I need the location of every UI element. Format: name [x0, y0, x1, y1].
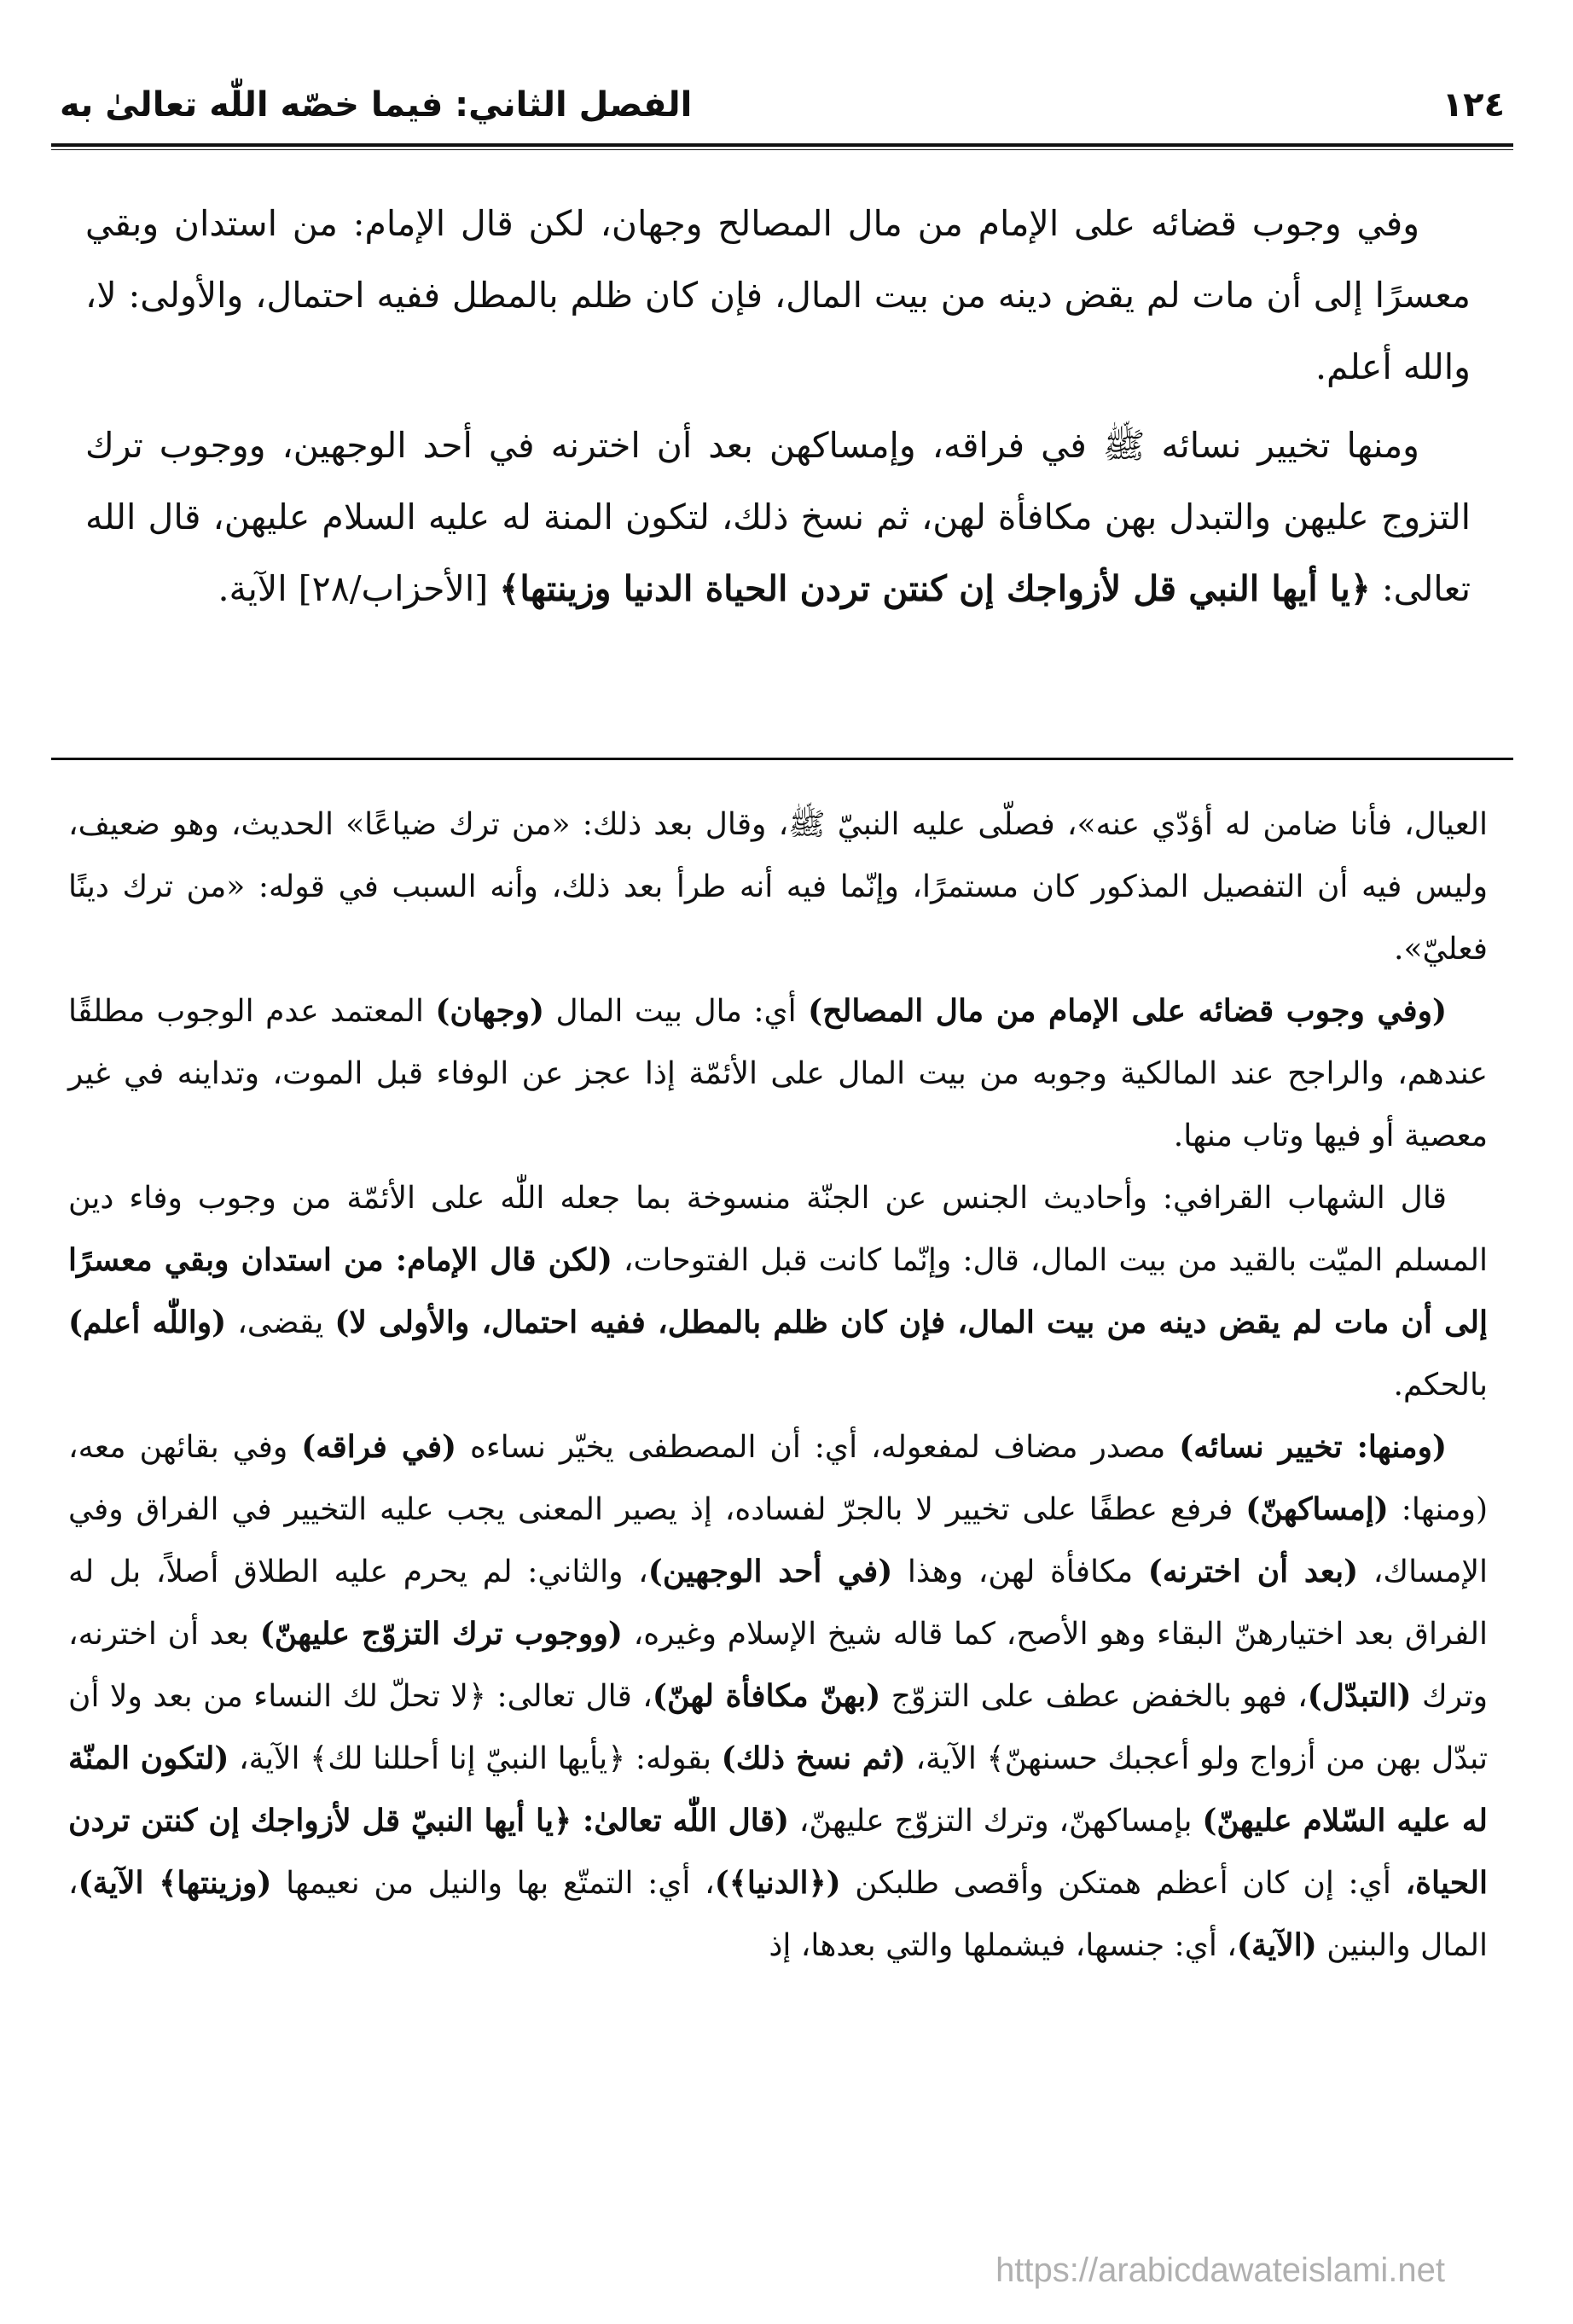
quran-verse: ﴿يا أيها النبي قل لأزواجك إن كنتن تردن الحياة الدنيا وزينتها﴾: [499, 568, 1371, 609]
matn-quote: (في فراقه): [301, 1429, 457, 1465]
commentary-paragraph-1: العيال، فأنا ضامن له أؤدّي عنه»، فصلّى عليه النبيّ ﷺ، وقال بعد ذلك: «من ترك ضياعًا» الحديث، وهو ضعيف، وليس فيه أن التفصيل المذكور كان مستمرًا، وإنّما فيه أنه طرأ بعد ذلك، وأنه السبب في قوله: «من ترك دينًا فعليّ».: [68, 807, 1488, 967]
matn-quote: (ومنها: تخيير نسائه): [1179, 1429, 1447, 1465]
matn-quote: (إمساكهنّ): [1245, 1491, 1389, 1527]
matn-quote: (التبدّل): [1307, 1678, 1412, 1714]
matn-quote: (وجهان): [435, 993, 545, 1029]
matn-quote: (بهنّ مكافأة لهنّ): [652, 1678, 881, 1714]
commentary-text: بإمساكهنّ، وترك التزوّج عليهنّ،: [789, 1804, 1203, 1839]
matn-quote: (واللّٰه أعلم): [68, 1304, 227, 1340]
commentary-text: بالحكم.: [1393, 1368, 1488, 1403]
main-text: [85, 188, 1471, 625]
chapter-title: الفصل الثاني: فيما خصّه اللّٰه تعالىٰ به: [60, 85, 693, 125]
matn-quote: (ثم نسخ ذلك): [721, 1740, 906, 1776]
matn-quote: (لكن قال الإمام: من استدان وبقي معسرًا إلى أن مات لم يقض دينه من بيت المال، فإن كان ظلم بالمطل، ففيه احتمال، والأولى لا): [68, 1242, 1488, 1340]
page-header: [60, 75, 1505, 135]
commentary-text: المعتمد عدم الوجوب مطلقًا عندهم، والراجح عند المالكية وجوبه من بيت المال على الأئمّة إذا عجز عن الوفاء قبل الموت، وتداينه في غير معصية أو فيها وتاب منها.: [68, 994, 1488, 1153]
matn-quote: (وفي وجوب قضائه على الإمام من مال المصالح): [808, 993, 1447, 1029]
commentary-text: ، فهو بالخفض عطف على التزوّج: [880, 1679, 1308, 1714]
verse-reference: [الأحزاب/٢٨] الآية.: [218, 568, 500, 609]
commentary-text: ، والثاني: لم يحرم عليه الطلاق أصلاً، بل له الفراق بعد اختيارهنّ البقاء وهو الأصح، كما قاله شيخ الإسلام وغيره،: [68, 1554, 1489, 1652]
commentary-text: بقوله: ﴿يأيها النبيّ إنا أحللنا لك﴾ الآية،: [229, 1741, 722, 1776]
commentary-text: فرفع عطفًا على تخيير لا بالجرّ لفساده، إذ يصير المعنى يجب عليه التخيير في الفراق وفي الإمساك،: [68, 1492, 1488, 1589]
commentary-text: مكافأة لهن، وهذا: [892, 1554, 1148, 1589]
header-rule-thin: [51, 149, 1513, 150]
watermark-url: https://arabicdawateislami.net: [995, 2251, 1445, 2289]
commentary-text: ، أي: جنسها، فيشملها والتي بعدها، إذ: [769, 1928, 1237, 1963]
separator-rule: [51, 758, 1513, 760]
commentary-text: أي: إن كان أعظم همتكن وأقصى طلبكن: [840, 1866, 1406, 1901]
matn-quote: (بعد أن اخترنه): [1147, 1554, 1359, 1589]
matn-quote: (في أحد الوجهين): [647, 1554, 893, 1589]
commentary-text: ، قال تعالى: ﴿لا تحلّ لك النساء من بعد ولا أن تبدّل بهن من أزواج ولو أعجبك حسنهنّ﴾ الآية،: [68, 1679, 1489, 1776]
matn-quote: (قال اللّٰه تعالىٰ: ﴿يا أيها النبيّ قل لأزواجك إن كنتن تردن الحياة،: [68, 1803, 1488, 1901]
commentary-paragraph-3: [68, 1167, 1488, 1416]
header-rule: [51, 143, 1513, 147]
matn-quote: (الآية): [1236, 1927, 1317, 1963]
commentary-text: قال الشهاب القرافي: وأحاديث الجنس عن الجنّة منسوخة بما جعله اللّٰه على الأئمّة من وجوب وفاء دين المسلم الميّت بالقيد من بيت المال، قال: وإنّما كانت قبل الفتوحات،: [68, 1181, 1488, 1278]
matn-quote: (وزينتها﴾ الآية): [78, 1865, 272, 1901]
commentary-text: يقضى،: [226, 1305, 335, 1340]
main-paragraph-2-text: ومنها تخيير نسائه ﷺ في فراقه، وإمساكهن بعد أن اخترنه في أحد الوجهين، ووجوب ترك التزوج عليهن والتبدل بهن مكافأة لهن، ثم نسخ ذلك، لتكون المنة له عليه السلام عليهن، قال الله تعالى:: [85, 425, 1471, 609]
commentary: [68, 793, 1488, 1977]
commentary-text: ، أي: التمتّع بها والنيل من نعيمها: [271, 1866, 715, 1901]
page-number: ١٢٤: [1442, 85, 1505, 125]
commentary-paragraph-4: [68, 1416, 1488, 1977]
main-paragraph-2: [85, 410, 1471, 625]
commentary-text: بعد أن اخترنه، وترك: [68, 1617, 1488, 1714]
commentary-text: ، المال والبنين: [68, 1866, 1488, 1963]
commentary-text: وفي بقائهن معه، (ومنها:: [68, 1430, 1488, 1527]
matn-quote: (لتكون المنّة له عليه السّلام عليهنّ): [68, 1740, 1488, 1839]
main-paragraph-1: وفي وجوب قضائه على الإمام من مال المصالح وجهان، لكن قال الإمام: من استدان وبقي معسرًا إلى أن مات لم يقض دينه من بيت المال، فإن كان ظلم بالمطل ففيه احتمال، والأولى: لا، والله أعلم.: [85, 203, 1471, 387]
matn-quote: (ووجوب ترك التزوّج عليهنّ): [259, 1616, 623, 1652]
commentary-paragraph-2: [68, 980, 1488, 1167]
commentary-text: أي: مال بيت المال: [544, 994, 809, 1029]
commentary-text: مصدر مضاف لمفعوله، أي: أن المصطفى يخيّر نساءه: [456, 1430, 1180, 1465]
matn-quote: (﴿الدنيا﴾): [714, 1865, 841, 1901]
